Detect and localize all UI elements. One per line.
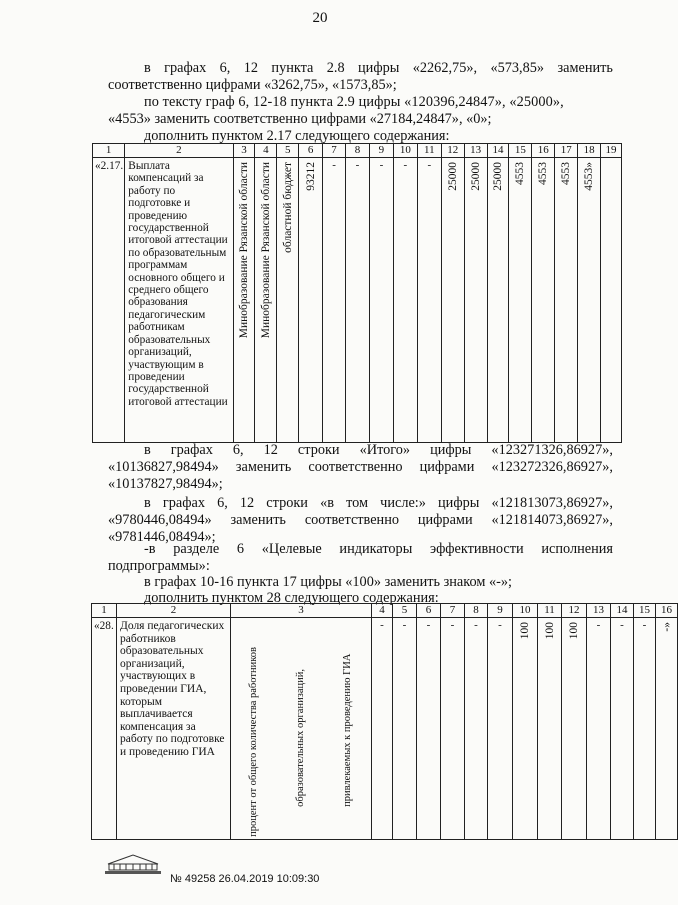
- header-cell: 9: [369, 144, 393, 158]
- word: графах: [162, 495, 205, 511]
- unit-text-block: [231, 643, 371, 837]
- header-cell: 14: [611, 604, 634, 618]
- header-cell: 19: [601, 144, 622, 158]
- table-header-row: [92, 604, 678, 618]
- word: графах: [170, 442, 213, 458]
- header-cell: 14: [487, 144, 509, 158]
- word: заменить: [230, 512, 286, 528]
- word: цифры: [358, 60, 400, 76]
- value-cell: -: [441, 618, 465, 840]
- word: разделе: [173, 541, 220, 557]
- source-cell: [277, 158, 299, 443]
- value-cell: -: [346, 158, 370, 443]
- word: цифры: [430, 442, 472, 458]
- row-name: Доля педагогических работников образовательных организаций, участвующих в проведении ГИА, которым выплачивается компенсация за работу по подготовке и проведению ГИА: [117, 618, 231, 840]
- value-text: 4553: [537, 162, 550, 185]
- value-cell: -: [634, 618, 656, 840]
- page-number: 20: [312, 10, 328, 26]
- para-5-line-3: «9781446,08494»;: [108, 529, 216, 545]
- row-name: Выплата компенсаций за работу по подготовке и проведению государственной итоговой аттестации по образовательным программам основного общего и среднего общего образования педагогическим работникам образовательных организаций, участвующим в проведении государственной итоговой аттестации: [125, 158, 233, 443]
- source-text: областной бюджет: [281, 162, 294, 253]
- value-cell: -: [465, 618, 488, 840]
- header-cell: 18: [578, 144, 601, 158]
- para-6-line-2: подпрограммы»:: [108, 558, 210, 574]
- header-cell: 12: [562, 604, 587, 618]
- header-cell: 1: [93, 144, 125, 158]
- para-1-line-1: [144, 60, 613, 77]
- header-cell: 8: [465, 604, 488, 618]
- word: «2262,75»,: [412, 60, 478, 76]
- para-7: в графах 10-16 пункта 17 цифры «100» заменить знаком «-»;: [144, 574, 512, 590]
- header-cell: 13: [587, 604, 611, 618]
- header-cell: 11: [417, 144, 441, 158]
- header-cell: 5: [393, 604, 417, 618]
- word: в: [144, 60, 151, 76]
- header-cell: 12: [441, 144, 464, 158]
- word: «121814073,86927»,: [491, 512, 613, 528]
- header-cell: 6: [417, 604, 441, 618]
- word: «Итого»: [359, 442, 411, 458]
- header-cell: 2: [117, 604, 231, 618]
- header-cell: 4: [372, 604, 393, 618]
- value-cell: [464, 158, 487, 443]
- word: эффективности: [430, 541, 524, 557]
- value-text: 25000: [469, 162, 482, 191]
- header-cell: 10: [393, 144, 417, 158]
- value-text: 100: [543, 622, 556, 640]
- header-cell: 13: [464, 144, 487, 158]
- word: графах: [164, 60, 207, 76]
- word: «573,85»: [490, 60, 545, 76]
- unit-line-2: образовательных организаций,: [294, 669, 306, 807]
- table-row: [92, 618, 678, 840]
- para-1-line-2: соответственно цифрами «3262,75», «1573,85»;: [108, 77, 397, 93]
- header-cell: 16: [532, 144, 555, 158]
- header-cell: 7: [323, 144, 346, 158]
- row-number: «28.: [92, 618, 117, 840]
- value-cell: [601, 158, 622, 443]
- value-cell: [509, 158, 532, 443]
- word: строки: [266, 495, 308, 511]
- para-8: дополнить пунктом 28 следующего содержания:: [144, 590, 439, 606]
- word: индикаторы: [339, 541, 413, 557]
- value-cell: [656, 618, 678, 840]
- value-cell: [578, 158, 601, 443]
- word: строки: [297, 442, 340, 458]
- value-cell: -: [393, 158, 417, 443]
- value-cell: [487, 158, 509, 443]
- value-cell: -: [369, 158, 393, 443]
- value-cell: -: [323, 158, 346, 443]
- word: 2.8: [326, 60, 345, 76]
- word: соответственно: [308, 459, 403, 475]
- coexecutor-cell: [255, 158, 277, 443]
- header-cell: 2: [125, 144, 233, 158]
- value-cell: [532, 158, 555, 443]
- value-cell: [555, 158, 578, 443]
- word: соответственно: [304, 512, 400, 528]
- word: 6,: [232, 442, 244, 458]
- word: «9780446,08494»: [108, 512, 212, 528]
- value-cell: [538, 618, 562, 840]
- header-cell: 1: [92, 604, 117, 618]
- unit-line-3: привлекаемых к проведению ГИА: [341, 653, 353, 807]
- word: числе:»: [380, 495, 426, 511]
- value-text: 100: [519, 622, 531, 640]
- value-text: 93212: [304, 162, 317, 191]
- word: заменить: [235, 459, 292, 475]
- header-cell: 10: [513, 604, 538, 618]
- value-cell: -: [417, 158, 441, 443]
- unit-cell: [231, 618, 372, 840]
- word: 6,: [219, 60, 231, 76]
- header-cell: 16: [656, 604, 678, 618]
- value-cell: -: [587, 618, 611, 840]
- word: 12: [239, 495, 255, 511]
- value-cell: [513, 618, 538, 840]
- table-header-row: [93, 144, 622, 158]
- word: цифрами: [419, 459, 475, 475]
- value-cell: -: [611, 618, 634, 840]
- value-cell: [441, 158, 464, 443]
- word: «в: [320, 495, 334, 511]
- header-cell: 9: [488, 604, 513, 618]
- word: 12: [243, 60, 259, 76]
- word: «121813073,86927»,: [491, 495, 613, 511]
- para-5-line-1: [144, 495, 613, 512]
- value-text: 25000: [446, 162, 459, 191]
- word: «123272326,86927»,: [491, 459, 613, 475]
- header-cell: 6: [299, 144, 323, 158]
- para-3: дополнить пунктом 2.17 следующего содержания:: [144, 128, 450, 144]
- word: в: [144, 495, 151, 511]
- unit-line-1: процент от общего количества работников: [247, 647, 259, 837]
- value-cell: [562, 618, 587, 840]
- value-cell: -: [417, 618, 441, 840]
- table-28: [91, 603, 678, 840]
- word: исполнения: [541, 541, 613, 557]
- header-cell: 7: [441, 604, 465, 618]
- header-cell: 15: [509, 144, 532, 158]
- word: пункта: [271, 60, 314, 76]
- table-2-17: [92, 143, 622, 443]
- para-2-line-2: «4553» заменить соответственно цифрами «27184,24847», «0»;: [108, 111, 492, 127]
- value-cell: -: [372, 618, 393, 840]
- para-4-line-1: [144, 442, 613, 459]
- value-text: 100: [568, 622, 580, 640]
- coexecutor-text: Минобразование Рязанской области: [259, 162, 272, 339]
- value-text: 4553: [560, 162, 573, 185]
- document-registration-footer: № 49258 26.04.2019 10:09:30: [170, 873, 320, 885]
- word: «123271326,86927»,: [491, 442, 613, 458]
- value-cell: [299, 158, 323, 443]
- para-2-line-1: по тексту граф 6, 12-18 пункта 2.9 цифры «120396,24847», «25000»,: [144, 94, 564, 110]
- document-stamp-logo-icon: [100, 852, 166, 876]
- value-text: 4553»: [583, 162, 596, 191]
- header-cell: 11: [538, 604, 562, 618]
- value-text: 25000: [491, 162, 504, 191]
- word: -в: [144, 541, 156, 557]
- word: «Целевые: [261, 541, 322, 557]
- word: цифрами: [417, 512, 473, 528]
- header-cell: 5: [277, 144, 299, 158]
- value-text: -»: [660, 622, 673, 632]
- header-cell: 17: [555, 144, 578, 158]
- executor-cell: [233, 158, 255, 443]
- word: том: [346, 495, 369, 511]
- header-cell: 3: [231, 604, 372, 618]
- table-row: [93, 158, 622, 443]
- word: «10136827,98494»: [108, 459, 219, 475]
- word: заменить: [557, 60, 613, 76]
- para-6-line-1: [144, 541, 613, 558]
- header-cell: 4: [255, 144, 277, 158]
- word: 6,: [217, 495, 228, 511]
- header-cell: 15: [634, 604, 656, 618]
- word: 12: [263, 442, 278, 458]
- word: 6: [236, 541, 245, 557]
- para-5-line-2: [108, 512, 613, 529]
- para-4-line-3: «10137827,98494»;: [108, 476, 223, 492]
- row-number: «2.17.: [93, 158, 125, 443]
- para-4-line-2: [108, 459, 613, 476]
- value-cell: -: [393, 618, 417, 840]
- word: цифры: [438, 495, 480, 511]
- value-text: 4553: [514, 162, 527, 185]
- value-cell: -: [488, 618, 513, 840]
- word: в: [144, 442, 151, 458]
- executor-text: Минобразование Рязанской области: [238, 162, 250, 339]
- header-cell: 3: [233, 144, 255, 158]
- header-cell: 8: [346, 144, 370, 158]
